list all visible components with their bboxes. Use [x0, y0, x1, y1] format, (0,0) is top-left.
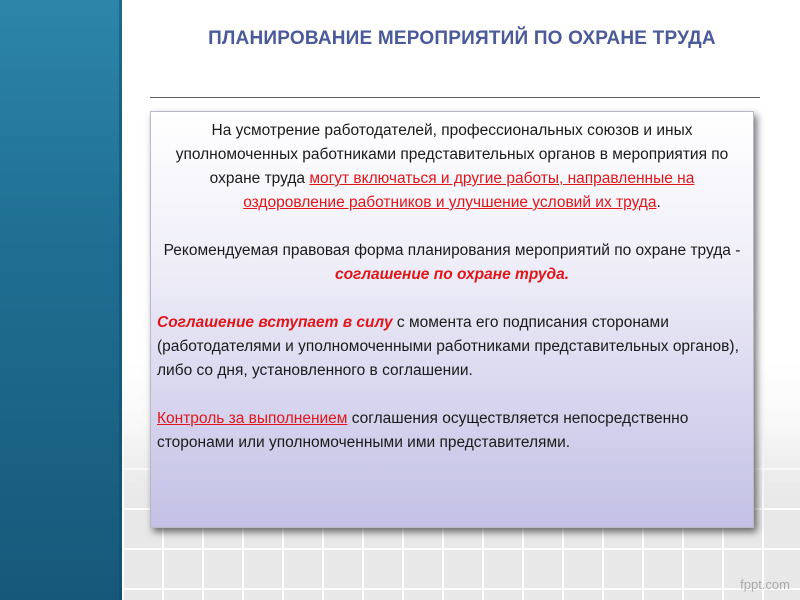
paragraph-3: [157, 311, 747, 383]
paragraph-2: [157, 239, 747, 287]
left-decorative-bar: [0, 0, 122, 600]
paragraph-2-highlight: соглашение по охране труда.: [334, 266, 570, 283]
paragraph-gap: [157, 287, 747, 311]
paragraph-gap: [157, 383, 747, 407]
paragraph-1-highlight: могут включаться и другие работы, направленные на оздоровление работников и улучшение условий их труда: [243, 170, 695, 211]
paragraph-4-text: соглашения осуществляется непосредственно сторонами или уполномоченными ими представителями.: [157, 410, 689, 451]
paragraph-4-highlight: Контроль за выполнением: [157, 410, 348, 427]
paragraph-3-highlight: Соглашение вступает в силу: [157, 314, 393, 331]
paragraph-gap: [157, 215, 747, 239]
slide-content-panel: [122, 0, 800, 600]
paragraph-1-text: На усмотрение работодателей, профессиональных союзов и иных уполномоченных работниками представительных органов в мероприятия по охране труда: [175, 122, 729, 187]
paragraph-1-end: .: [656, 194, 661, 211]
title-divider: [150, 97, 760, 98]
watermark-text: fppt.com: [740, 577, 790, 592]
paragraph-4: [157, 407, 747, 455]
paragraph-1: [157, 119, 747, 215]
slide-title: ПЛАНИРОВАНИЕ МЕРОПРИЯТИЙ ПО ОХРАНЕ ТРУДА: [208, 28, 716, 49]
main-text-box: [150, 111, 754, 528]
paragraph-3-text: с момента его подписания сторонами (работодателями и уполномоченными работниками представительных органов), либо со дня, установленного в соглашении.: [157, 314, 739, 379]
paragraph-2-text: Рекомендуемая правовая форма планирования мероприятий по охране труда -: [163, 242, 741, 259]
